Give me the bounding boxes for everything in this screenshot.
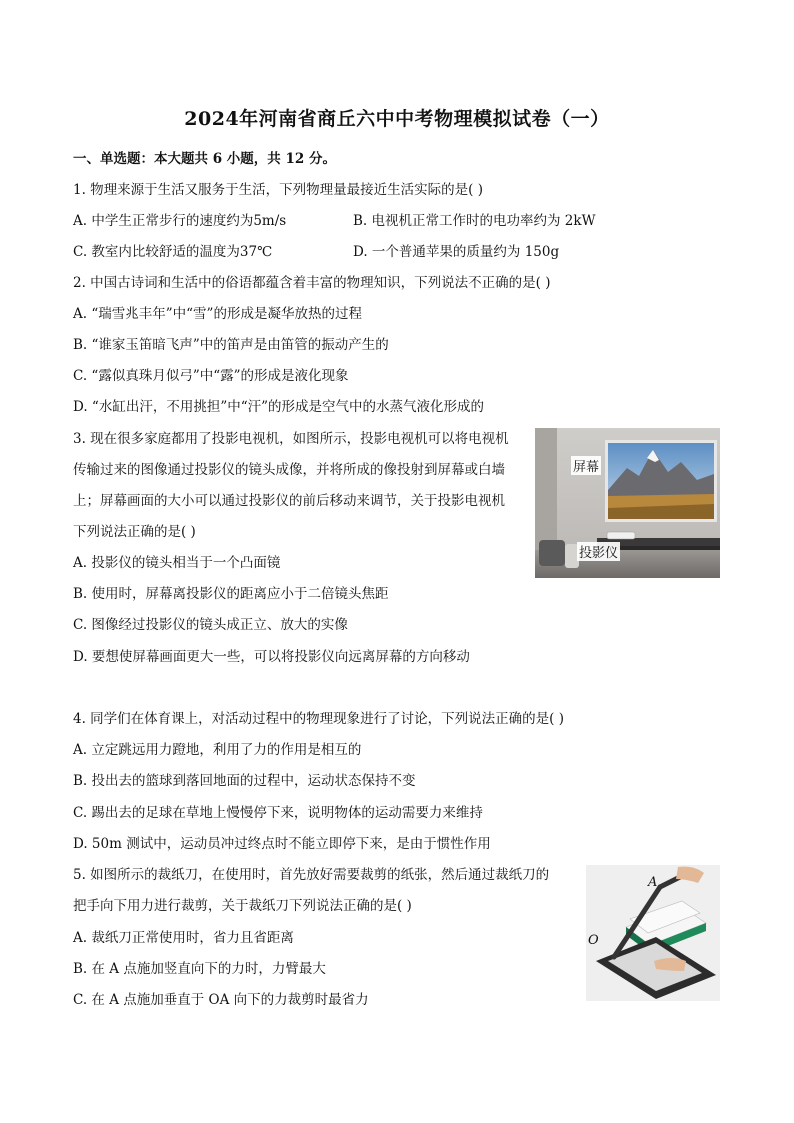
screen-label: 屏幕: [571, 456, 601, 475]
question-4-option-d: D. 50m 测试中，运动员冲过终点时不能立即停下来，是由于惯性作用: [73, 836, 491, 852]
question-2-option-c: C. “露似真珠月似弓”中“露”的形成是液化现象: [73, 368, 349, 384]
question-3-stem-line: 上；屏幕画面的大小可以通过投影仪的前后移动来调节，关于投影电视机: [73, 493, 505, 509]
projector-room-illustration: [535, 428, 720, 578]
page-title: 2024年河南省商丘六中中考物理模拟试卷（一）: [184, 108, 610, 130]
question-2-option-d: D. “水缸出汗，不用挑担”中“汗”的形成是空气中的水蒸气液化形成的: [73, 399, 485, 415]
projector-tv-figure: [535, 428, 720, 578]
point-a-label: A: [648, 875, 658, 890]
question-3-stem-line: 下列说法正确的是( ): [73, 524, 196, 540]
question-4-option-a: A. 立定跳远用力蹬地，利用了力的作用是相互的: [73, 742, 362, 758]
question-4-option-c: C. 踢出去的足球在草地上慢慢停下来，说明物体的运动需要力来维持: [73, 805, 483, 821]
question-4-option-b: B. 投出去的篮球到落回地面的过程中，运动状态保持不变: [73, 773, 416, 789]
question-4-stem: 4. 同学们在体育课上，对活动过程中的物理现象进行了讨论，下列说法正确的是( ): [73, 711, 564, 727]
question-1-option-c: C. 教室内比较舒适的温度为37℃: [73, 244, 273, 260]
question-2-option-a: A. “瑞雪兆丰年”中“雪”的形成是凝华放热的过程: [73, 306, 362, 322]
question-5-stem-line: 把手向下用力进行裁剪，关于裁纸刀下列说法正确的是( ): [73, 898, 412, 914]
question-3-option-c: C. 图像经过投影仪的镜头成正立、放大的实像: [73, 617, 348, 633]
question-5-option-b: B. 在 A 点施加竖直向下的力时，力臂最大: [73, 961, 326, 977]
question-5-option-a: A. 裁纸刀正常使用时，省力且省距离: [73, 930, 294, 946]
question-1-option-a: A. 中学生正常步行的速度约为5m/s: [73, 213, 287, 229]
question-3-option-a: A. 投影仪的镜头相当于一个凸面镜: [73, 555, 281, 571]
point-o-label: O: [588, 933, 599, 948]
question-3-stem-line: 传输过来的图像通过投影仪的镜头成像，并将所成的像投射到屏幕或白墙: [73, 462, 505, 478]
question-1-stem: 1. 物理来源于生活又服务于生活，下列物理量最接近生活实际的是( ): [73, 182, 483, 198]
section-heading: 一、单选题：本大题共 6 小题，共 12 分。: [73, 151, 336, 167]
projector-label: 投影仪: [577, 542, 620, 561]
paper-cutter-figure: [586, 865, 720, 1001]
question-1-option-b: B. 电视机正常工作时的电功率约为 2kW: [353, 213, 596, 229]
question-1-option-d: D. 一个普通苹果的质量约为 150g: [353, 244, 560, 260]
question-3-option-b: B. 使用时，屏幕离投影仪的距离应小于二倍镜头焦距: [73, 586, 389, 602]
question-5-option-c: C. 在 A 点施加垂直于 OA 向下的力裁剪时最省力: [73, 992, 369, 1008]
question-3-option-d: D. 要想使屏幕画面更大一些，可以将投影仪向远离屏幕的方向移动: [73, 649, 470, 665]
question-2-option-b: B. “谁家玉笛暗飞声”中的笛声是由笛管的振动产生的: [73, 337, 389, 353]
question-3-stem-line: 3. 现在很多家庭都用了投影电视机，如图所示，投影电视机可以将电视机: [73, 431, 509, 447]
question-5-stem-line: 5. 如图所示的裁纸刀，在使用时，首先放好需要裁剪的纸张，然后通过裁纸刀的: [73, 867, 550, 883]
question-2-stem: 2. 中国古诗词和生活中的俗语都蕴含着丰富的物理知识，下列说法不正确的是( ): [73, 275, 551, 291]
